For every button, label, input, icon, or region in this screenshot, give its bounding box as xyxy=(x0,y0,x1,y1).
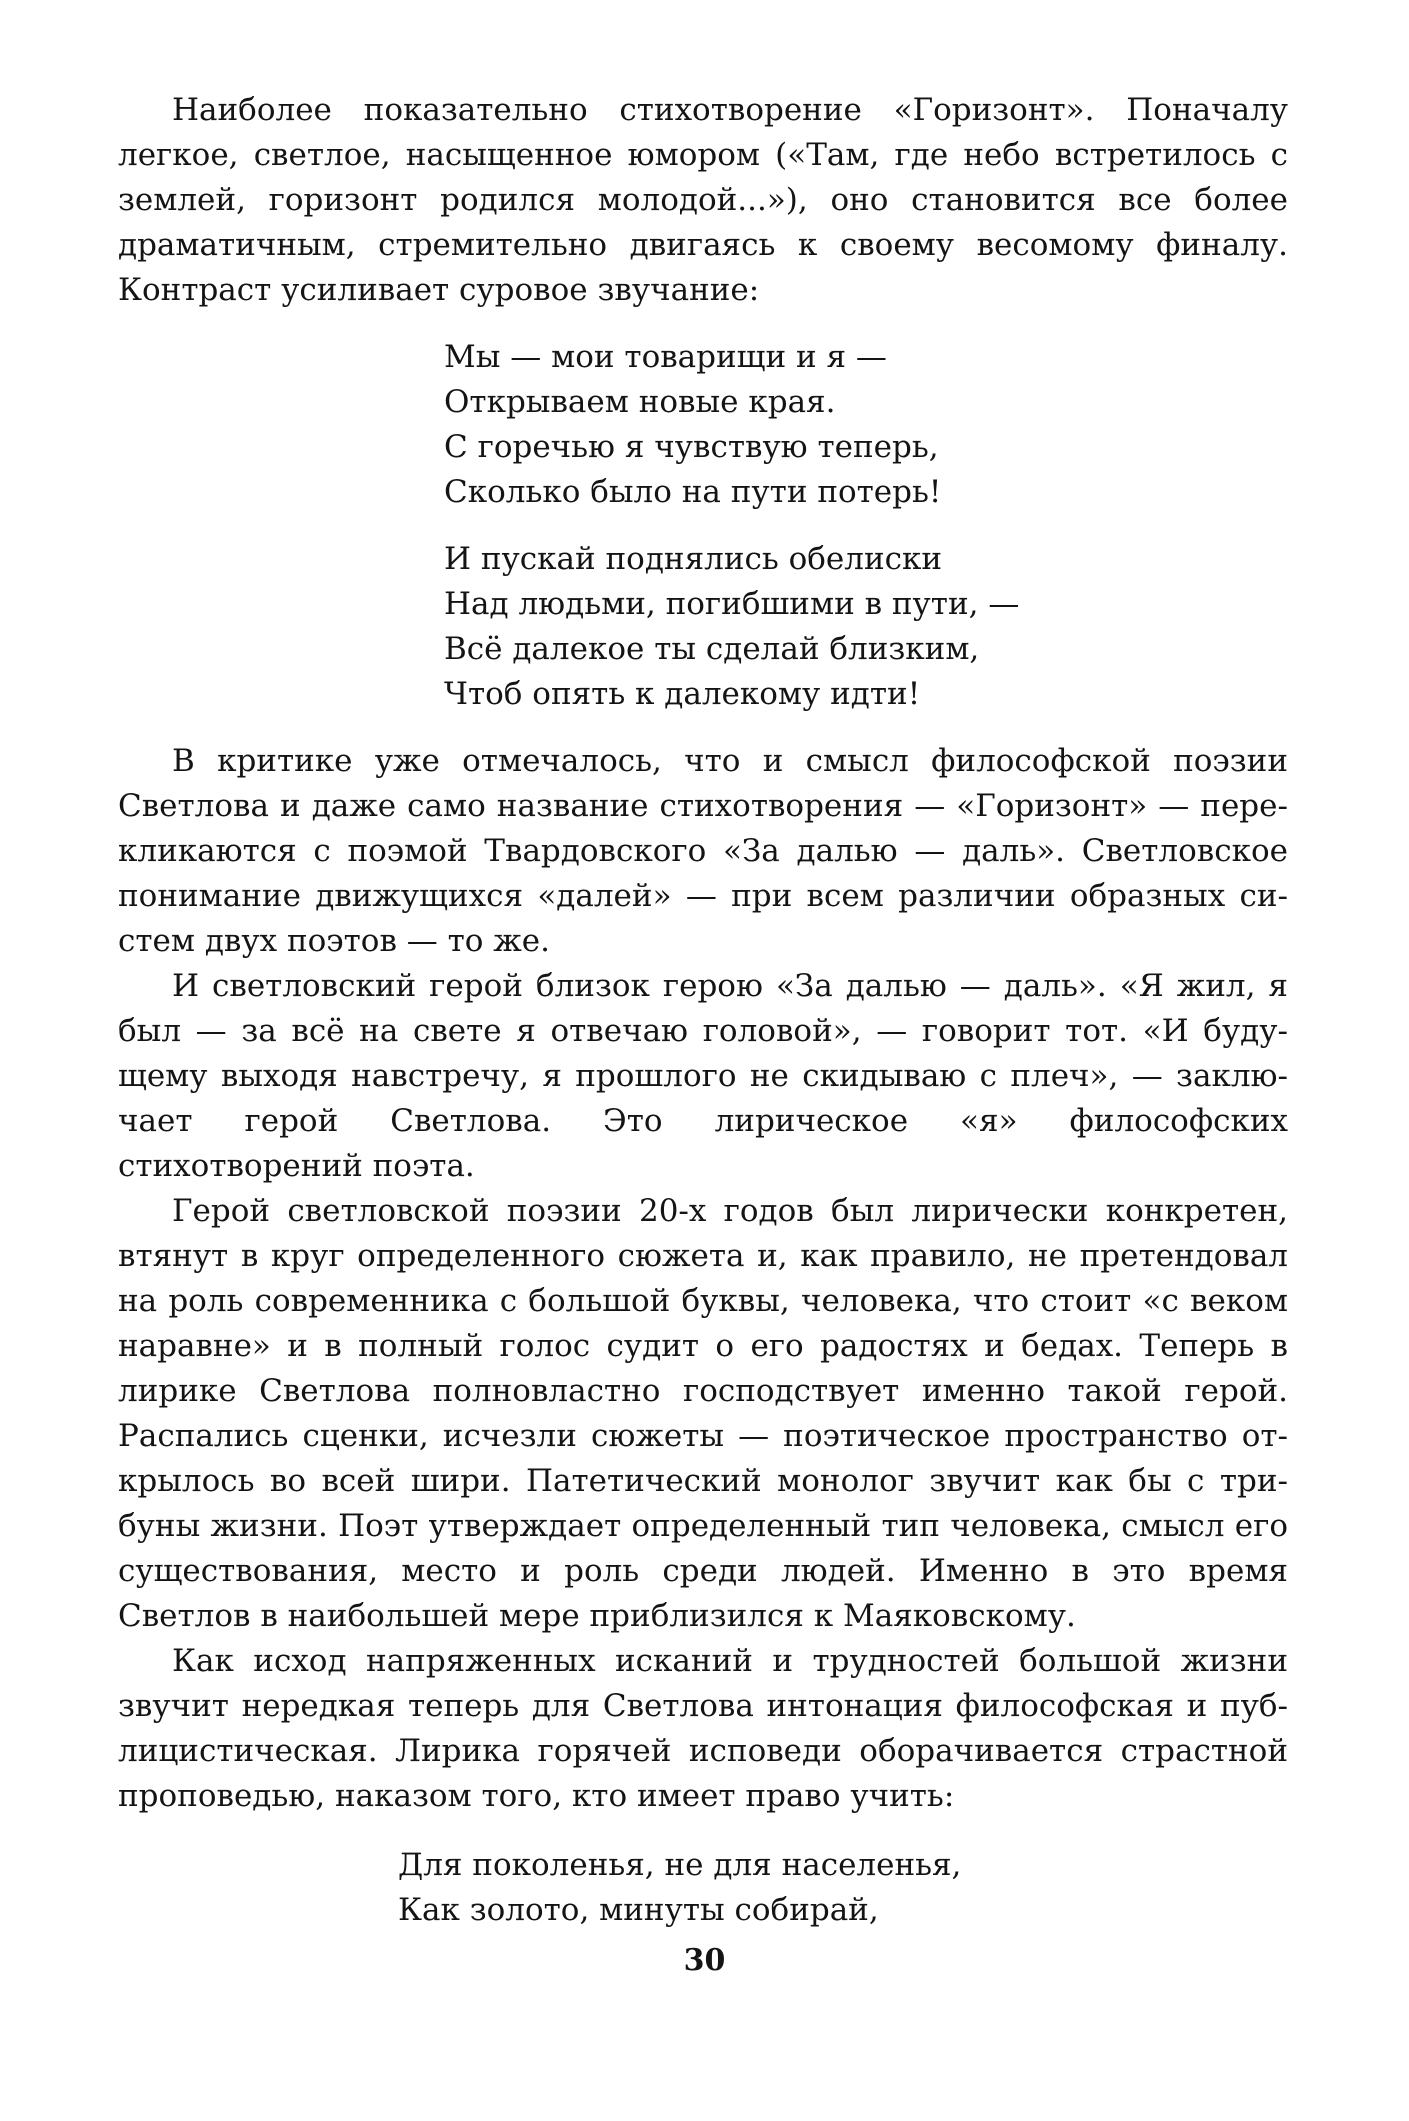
verse-stanza-2 xyxy=(444,537,1288,717)
verse-line: Всё далекое ты сделай близким, xyxy=(444,631,980,667)
verse-line: И пускай поднялись обелиски xyxy=(444,541,943,577)
verse-line: Сколько было на пути потерь! xyxy=(444,474,942,510)
verse-line: Как золото, минуты собирай, xyxy=(398,1892,879,1928)
verse-line: Мы — мои товарищи и я — xyxy=(444,339,887,375)
verse-line: Над людьми, погибшими в пути, — xyxy=(444,586,1020,622)
verse-line: Для поколенья, не для населенья, xyxy=(398,1847,962,1883)
page-number: 30 xyxy=(683,1943,726,1978)
paragraph-criticism: В критике уже отмечалось, что и смысл философской поэзии Светлова и даже само название стихотворения — «Горизонт» — перекликаются с поэмой Твардовского «За далью — даль». Светловское понимание движущихся «далей» — при всем различии образных систем двух поэтов — то же. xyxy=(118,743,1288,959)
verse-line: Чтоб опять к далекому идти! xyxy=(444,676,921,712)
paragraph-svetlov-hero: И светловский герой близок герою «За далью — даль». «Я жил, я был — за всё на свете я отвечаю головой», — говорит тот. «И будущему выходя навстречу, я прошлого не скидываю с плеч», — заключает герой Светлова. Это лирическое «я» философских стихотворений поэта. xyxy=(118,968,1288,1184)
paragraph-horizon-intro: Наиболее показательно стихотворение «Горизонт». Поначалу легкое, светлое, насыщенное юмором («Там, где небо встретилось с землей, горизонт родился молодой...»), оно становится все более драматичным, стремительно двигаясь к своему весомому финалу. Контраст усиливает суровое звучание: xyxy=(118,92,1288,308)
book-page xyxy=(118,88,1288,1955)
verse-stanza-3 xyxy=(398,1843,1288,1933)
verse-stanza-1 xyxy=(444,335,1288,515)
verse-line: С горечью я чувствую теперь, xyxy=(444,429,939,465)
paragraph-intonation: Как исход напряженных исканий и трудностей большой жизни звучит нередкая теперь для Светлова интонация философская и публицистическая. Лирика горячей исповеди оборачивается страстной проповедью, наказом того, кто имеет право учить: xyxy=(118,1643,1288,1814)
paragraph-twenties-poetry: Герой светловской поэзии 20-х годов был лирически конкретен, втянут в круг определенного сюжета и, как правило, не претендовал на роль современника с большой буквы, человека, что стоит «с веком наравне» и в полный голос судит о его радостях и бедах. Теперь в лирике Светлова полновластно господствует именно такой герой. Распались сценки, исчезли сюжеты — поэтическое пространство открылось во всей шири. Патетический монолог звучит как бы с трибуны жизни. Поэт утверждает определенный тип человека, смысл его существования, место и роль среди людей. Именно в это время Светлов в наибольшей мере приблизился к Маяковскому. xyxy=(118,1193,1288,1634)
verse-line: Открываем новые края. xyxy=(444,384,836,420)
